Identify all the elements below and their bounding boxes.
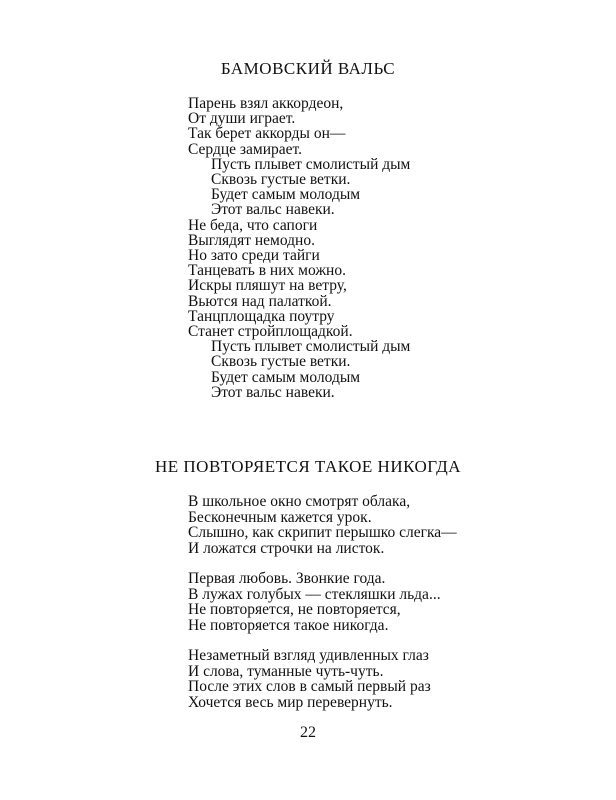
poem-line: Этот вальс навеки. <box>211 201 335 219</box>
poem-line: Искры пляшут на ветру, <box>188 277 347 295</box>
poem-line: Хочется весь мир перевернуть. <box>188 693 393 711</box>
poem-line: Так берет аккорды он— <box>188 125 346 143</box>
poem-body-bam-waltz <box>188 96 410 400</box>
poem-line: Первая любовь. Звонкие года. <box>188 570 386 587</box>
poem-line: В школьное окно смотрят облака, <box>188 493 411 510</box>
poem-line: Сквозь густые ветки. <box>211 171 351 189</box>
poem-line: Станет стройплощадкой. <box>188 323 353 341</box>
poem-line: Этот вальс навеки. <box>211 383 335 401</box>
poem-line: Танцевать в них можно. <box>188 262 346 280</box>
poem-line: Незаметный взгляд удивленных глаз <box>188 647 429 664</box>
poem-line: Вьются над палаткой. <box>188 292 332 310</box>
poem-line: Бесконечным кажется урок. <box>188 508 372 526</box>
poem-line: Будет самым молодым <box>211 186 361 204</box>
poem-line: От души играет. <box>188 110 296 128</box>
stanza-3 <box>188 648 431 710</box>
poem-line: Будет самым молодым <box>211 368 361 386</box>
poem-title-bam-waltz: БАМОВСКИЙ ВАЛЬС <box>220 59 396 78</box>
poem-line: Не повторяется такое никогда. <box>188 616 389 634</box>
poem-line: Сердце замирает. <box>188 140 302 158</box>
stanza-2 <box>188 571 441 633</box>
poem-line: Пусть плывет смолистый дым <box>211 155 411 173</box>
poem-line: Не беда, что сапоги <box>188 216 318 234</box>
poem-line: Парень взял аккордеон, <box>188 95 344 112</box>
poem-line: И ложатся строчки на листок. <box>188 539 385 557</box>
page-number: 22 <box>300 724 316 741</box>
poem-line: Слышно, как скрипит перышко слегка— <box>188 524 457 541</box>
poem-line: И слова, туманные чуть-чуть. <box>188 662 384 680</box>
poem-line: В лужах голубых — стекляшки льда... <box>188 585 441 603</box>
poem-line: Но зато среди тайги <box>188 247 320 265</box>
poem-line: Пусть плывет смолистый дым <box>211 338 411 356</box>
poem-title-never-repeats: НЕ ПОВТОРЯЕТСЯ ТАКОЕ НИКОГДА <box>154 457 462 476</box>
poem-line: После этих слов в самый первый раз <box>188 678 431 695</box>
poem-line: Сквозь густые ветки. <box>211 353 351 371</box>
poem-line: Не повторяется, не повторяется, <box>188 601 401 618</box>
stanza-1 <box>188 494 457 556</box>
poem-line: Выглядят немодно. <box>188 231 315 249</box>
poem-line: Танцплощадка поутру <box>188 307 335 325</box>
